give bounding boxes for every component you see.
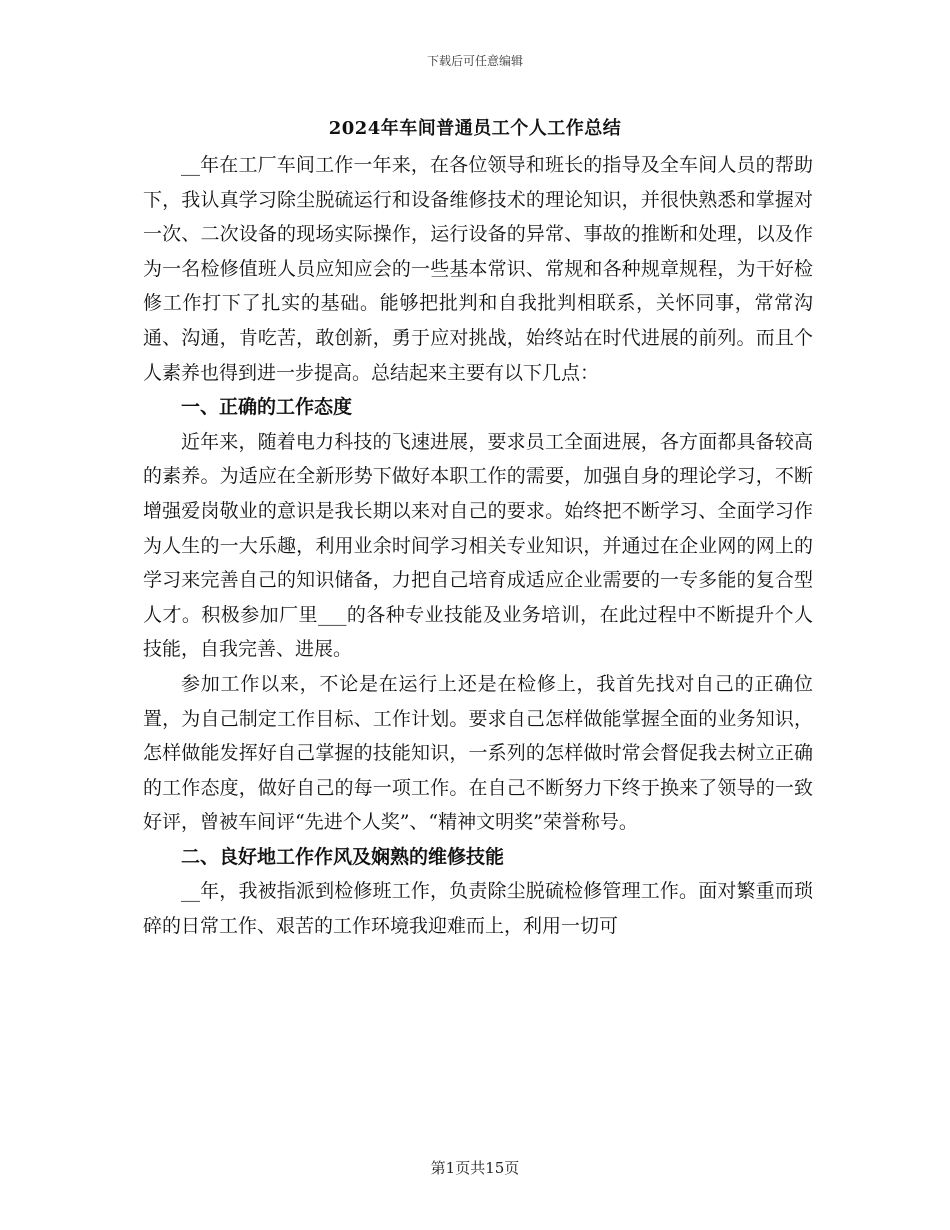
paragraph-section-1-a: 近年来，随着电力科技的飞速进展，要求员工全面进展，各方面都具备较高的素养。为适应在全新形势下做好本职工作的需要，加强自身的理论学习，不断增强爱岗敬业的意识是我长期以来对自己的要求。始终把不断学习、全面学习作为人生的一大乐趣，利用业余时间学习相关专业知识，并通过在企业网的网上的学习来完善自己的知识储备，力把自己培育成适应企业需要的一专多能的复合型人才。积极参加厂里___的各种专业技能及业务培训，在此过程中不断提升个人技能，自我完善、进展。 [143, 430, 813, 661]
paragraph-section-1-b: 参加工作以来，不论是在运行上还是在检修上，我首先找对自己的正确位置，为自己制定工作目标、工作计划。要求自己怎样做能掌握全面的业务知识，怎样做能发挥好自己掌握的技能知识，一系列的怎样做时常会督促我去树立正确的工作态度，做好自己的每一项工作。在自己不断努力下终于换来了领导的一致好评，曾被车间评“先进个人奖”、“精神文明奖”荣誉称号。 [143, 672, 813, 834]
paragraph-intro: __年在工厂车间工作一年来，在各位领导和班长的指导及全车间人员的帮助下，我认真学习除尘脱硫运行和设备维修技术的理论知识，并很快熟悉和掌握对一次、二次设备的现场实际操作，运行设备的异常、事故的推断和处理，以及作为一名检修值班人员应知应会的一些基本常识、常规和各种规章规程，为干好检修工作打下了扎实的基础。能够把批判和自我批判相联系，关怀同事，常常沟通、沟通，肯吃苦，敢创新，勇于应对挑战，始终站在时代进展的前列。而且个人素养也得到进一步提高。总结起来主要有以下几点： [143, 154, 813, 384]
page-number: 第1页共15页 [430, 1159, 520, 1177]
document-title: 2024年车间普通员工个人工作总结 [328, 118, 622, 139]
section-heading-1: 一、正确的工作态度 [181, 396, 353, 419]
paragraph-section-2-a: __年，我被指派到检修班工作，负责除尘脱硫检修管理工作。面对繁重而琐碎的日常工作、艰苦的工作环境我迎难而上，利用一切可 [143, 880, 813, 938]
document-body [143, 148, 813, 944]
section-heading-2: 二、良好地工作作风及娴熟的维修技能 [181, 845, 505, 868]
header-note: 下载后可任意编辑 [426, 54, 523, 68]
